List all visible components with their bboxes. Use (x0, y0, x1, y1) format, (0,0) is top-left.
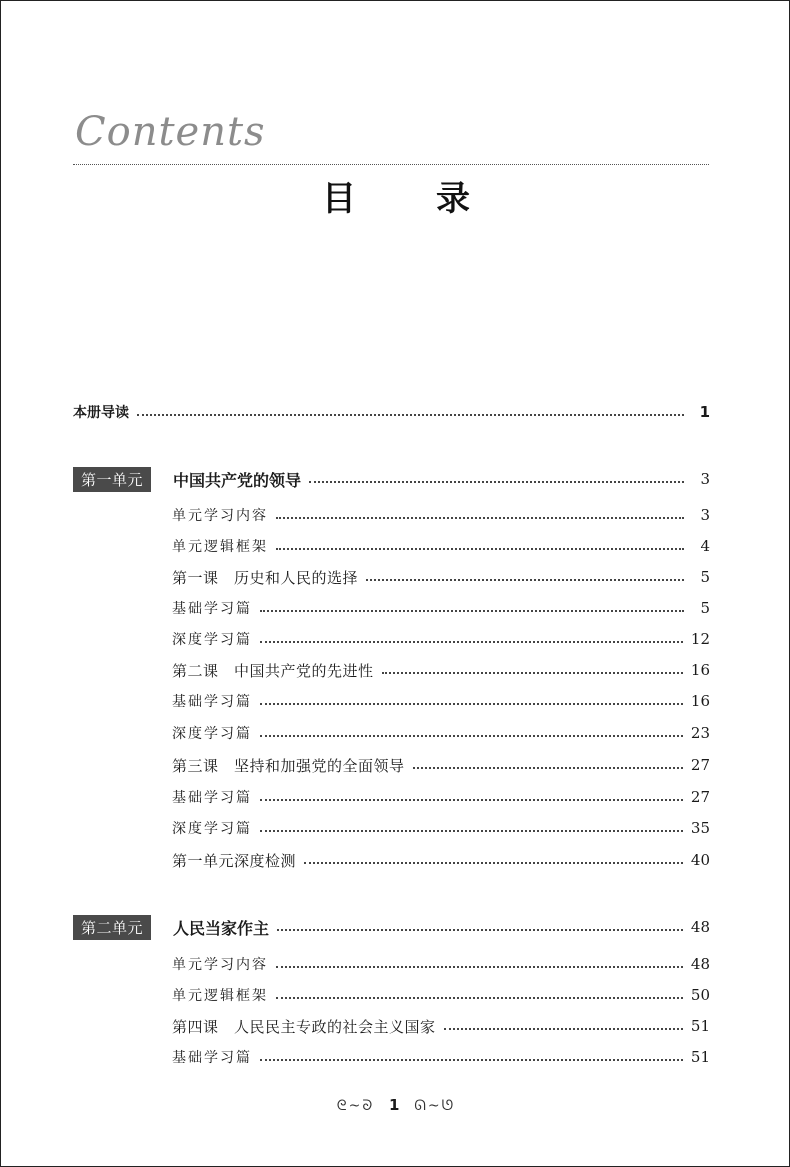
toc-entry-label: 基础学习篇 (172, 790, 252, 806)
toc-entry-label: 基础学习篇 (172, 1050, 252, 1066)
dot-leader (260, 641, 683, 643)
toc-entry[interactable] (172, 952, 710, 976)
toc-page-number: 23 (690, 724, 710, 742)
dot-leader (276, 997, 683, 999)
toc-entry[interactable] (172, 596, 710, 620)
toc-entry-lesson[interactable] (172, 565, 710, 589)
toc-entry-label: 第二课 中国共产党的先进性 (172, 661, 374, 680)
toc-page-number: 16 (690, 692, 710, 710)
contents-script-heading: Contents (75, 109, 266, 155)
toc-entry-label: 深度学习篇 (172, 726, 252, 742)
toc-entry[interactable] (172, 689, 710, 713)
toc-entry-label: 单元逻辑框架 (172, 988, 268, 1004)
page-footer (1, 1096, 790, 1114)
toc-page-number: 3 (700, 470, 710, 488)
toc-page-number: 35 (690, 819, 710, 837)
toc-entry[interactable] (172, 721, 710, 745)
header-divider (73, 164, 709, 165)
toc-entry-lesson[interactable] (172, 1014, 710, 1038)
toc-entry-label: 单元学习内容 (172, 508, 268, 524)
toc-entry-label: 基础学习篇 (172, 601, 252, 617)
toc-page-number: 51 (690, 1048, 710, 1066)
toc-unit-1[interactable] (73, 467, 710, 491)
page-number: 1 (389, 1096, 400, 1114)
dot-leader (137, 414, 684, 416)
toc-page-number: 12 (690, 630, 710, 648)
toc-page-number: 27 (690, 788, 710, 806)
dot-leader (260, 1059, 683, 1061)
dot-leader (304, 862, 683, 864)
unit-badge: 第二单元 (73, 915, 151, 940)
toc-page-number: 40 (690, 851, 710, 869)
dot-leader (260, 830, 683, 832)
toc-entry-intro[interactable] (73, 400, 710, 424)
toc-entry-label: 单元逻辑框架 (172, 539, 268, 555)
left-ornament-icon: ᘓ~ᘐ (336, 1098, 375, 1114)
dot-leader (444, 1028, 683, 1030)
unit-title: 人民当家作主 (173, 918, 270, 938)
toc-entry-label: 第四课 人民民主专政的社会主义国家 (172, 1017, 436, 1036)
toc-entry[interactable] (172, 1045, 710, 1069)
toc-entry[interactable] (172, 627, 710, 651)
toc-entry[interactable] (172, 983, 710, 1007)
toc-unit-2[interactable] (73, 915, 710, 939)
toc-entry[interactable] (172, 785, 710, 809)
dot-leader (277, 929, 683, 931)
dot-leader (260, 735, 683, 737)
dot-leader (366, 579, 684, 581)
toc-entry-lesson[interactable] (172, 658, 710, 682)
toc-page-number: 51 (690, 1017, 710, 1035)
toc-page-number: 3 (700, 506, 710, 524)
toc-entry-label: 本册导读 (73, 405, 129, 421)
toc-page-number: 27 (690, 756, 710, 774)
toc-entry-label: 单元学习内容 (172, 957, 268, 973)
toc-entry[interactable] (172, 534, 710, 558)
toc-page-number: 5 (700, 599, 710, 617)
toc-entry[interactable] (172, 503, 710, 527)
unit-badge: 第一单元 (73, 467, 151, 492)
toc-page-number: 48 (690, 955, 710, 973)
dot-leader (276, 548, 684, 550)
toc-page-number: 48 (690, 918, 710, 936)
toc-page-number: 50 (690, 986, 710, 1004)
toc-page-number: 16 (690, 661, 710, 679)
toc-entry-label: 第一课 历史和人民的选择 (172, 568, 359, 587)
dot-leader (260, 799, 683, 801)
toc-entry-label: 深度学习篇 (172, 632, 252, 648)
dot-leader (260, 610, 684, 612)
toc-entry-label: 基础学习篇 (172, 694, 252, 710)
dot-leader (382, 672, 683, 674)
toc-entry[interactable] (172, 816, 710, 840)
toc-page-number: 1 (699, 403, 710, 421)
toc-page-number: 5 (700, 568, 710, 586)
dot-leader (260, 703, 683, 705)
dot-leader (413, 767, 683, 769)
toc-entry-lesson[interactable] (172, 753, 710, 777)
page-title: 目录 (322, 179, 550, 219)
toc-entry-label: 第三课 坚持和加强党的全面领导 (172, 756, 405, 775)
toc-entry-label: 第一单元深度检测 (172, 851, 297, 870)
right-ornament-icon: ᘏ~ᘎ (414, 1098, 456, 1114)
toc-entry-label: 深度学习篇 (172, 821, 252, 837)
dot-leader (276, 517, 684, 519)
dot-leader (309, 481, 684, 483)
unit-title: 中国共产党的领导 (173, 470, 302, 490)
toc-page-number: 4 (700, 537, 710, 555)
toc-entry-unit-test[interactable] (172, 848, 710, 872)
dot-leader (276, 966, 683, 968)
